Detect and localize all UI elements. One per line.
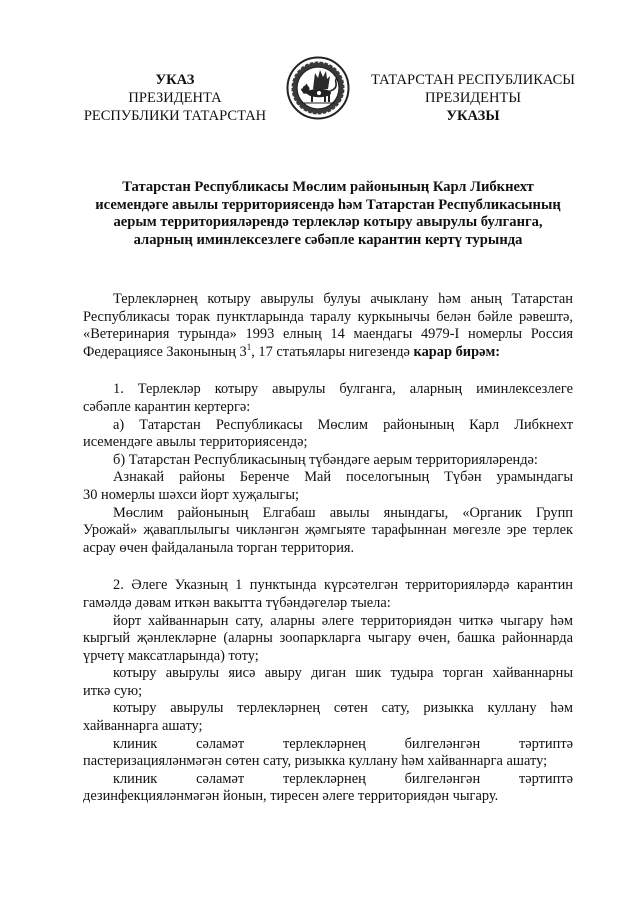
resolution-phrase: карар бирәм:	[413, 343, 501, 360]
text-line: йорт хайваннарын сату, аларны әлеге территориядән читкә чыгару һәм	[113, 612, 573, 629]
title-line: аларның иминлексезлеге сәбәпле карантин кертү турында	[133, 231, 523, 248]
document-body	[83, 291, 573, 806]
text-line: а) Татарстан Республикасы Мөслим районының Карл Либкнехт	[113, 416, 573, 433]
emblem-leopard-leg	[328, 94, 330, 102]
decree-label-ru: УКАЗ	[155, 72, 195, 88]
text-line: сәбәпле карантин кертергә:	[83, 398, 251, 415]
text-line: Азнакай районы Беренче Май поселогының Түбән урамындагы	[113, 469, 573, 486]
president-label-ru: ПРЕЗИДЕНТА	[128, 90, 222, 106]
title-line: аерым территорияләрендә терлекләр котыру авырулы булганга,	[113, 214, 543, 231]
title-line: исемендәге авылы территориясендә һәм Татарстан Республикасының	[95, 196, 561, 213]
text-line	[83, 341, 573, 362]
text-line: Мөслим районының Елгабаш авылы янындагы, «Органик Групп	[113, 504, 573, 521]
header-left-ru	[60, 71, 290, 125]
text-line: дезинфекцияләнмәгән йонын, тиресен әлеге территориядән чыгару.	[83, 788, 499, 805]
text-line: хайваннарга ашату;	[83, 718, 203, 735]
republic-label-ru: РЕСПУБЛИКИ ТАТАРСТАН	[83, 108, 267, 124]
title-line: Татарстан Республикасы Мөслим районының Карл Либкнехт	[122, 179, 534, 195]
item-2-paragraph	[83, 577, 573, 806]
article-superscript: 1	[246, 341, 252, 352]
law-reference: Федерациясе Законының 3	[83, 343, 247, 360]
emblem-leopard-leg	[324, 95, 326, 102]
text-line: Терлекләрнең котыру авырулы булуы ачыклану һәм аның Татарстан	[113, 291, 573, 307]
text-line: клиник сәламәт терлекләрнең билгеләнгән тәртиптә	[113, 735, 573, 752]
text-line: 2. Әлеге Указның 1 пунктында күрсәтелгән территорияләрдә карантин	[113, 577, 573, 594]
text-line: Республикасы торак пунктларында таралу куркынычы белән бәйле рәвештә,	[83, 308, 573, 325]
emblem-shield	[317, 91, 322, 96]
text-line: пастеризацияләнмәгән сөтен сату, ризыкка куллану һәм хайваннарга ашату;	[83, 753, 548, 770]
coat-of-arms-icon	[286, 56, 350, 120]
text-line: гамәлдә дәвам иткән вакытта түбәндәгеләр тыела:	[83, 594, 391, 611]
decree-label-tt: УКАЗЫ	[446, 108, 500, 124]
preamble-paragraph	[83, 291, 573, 361]
text-line: котыру авырулы яисә авыру диган шик тудыра торган хайваннарны	[113, 665, 573, 682]
articles-reference: , 17 статьялары нигезендә	[251, 343, 414, 360]
header-right-tt	[353, 71, 593, 125]
text-line: исемендәге авылы территориясендә;	[83, 434, 308, 451]
document-title	[58, 179, 598, 249]
text-line: иткә сую;	[83, 682, 143, 699]
president-label-tt: ПРЕЗИДЕНТЫ	[424, 90, 522, 106]
text-line: б) Татарстан Республикасының түбәндәге аерым территорияләрендә:	[113, 451, 538, 468]
text-line: Урожай» җаваплылыгы чикләнгән җәмгыяте тарафыннан мөгезле эре терлек	[83, 522, 573, 539]
item-1-paragraph	[83, 381, 573, 557]
text-line: 1. Терлекләр котыру авырулы булганга, аларның иминлексезлеге	[113, 381, 573, 398]
text-line: 30 номерлы шәхси йорт хуҗалыгы;	[83, 486, 299, 503]
text-line: котыру авырулы терлекләрнең сөтен сату, ризыкка куллану һәм	[113, 700, 573, 717]
text-line: «Ветеринария турында» 1993 елның 14 маендагы 4979-I номерлы Россия	[83, 326, 573, 343]
text-line: асрау өчен файдаланыла торган территория.	[83, 539, 355, 556]
emblem-leopard-leg	[311, 95, 313, 102]
text-line: кыргый җәнлекләрне (аларны зоопаркларга чыгару өчен, башка районнарда	[83, 630, 573, 647]
text-line: клиник сәламәт терлекләрнең билгеләнгән тәртиптә	[113, 770, 573, 787]
republic-label-tt: ТАТАРСТАН РЕСПУБЛИКАСЫ	[371, 72, 575, 88]
text-line: үрчетү максатларында) тоту;	[83, 647, 259, 664]
